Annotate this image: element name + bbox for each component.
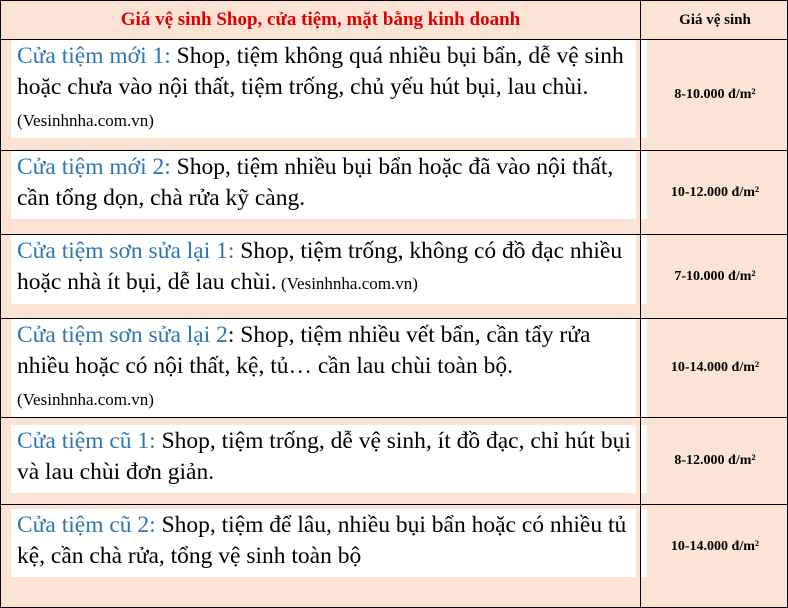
row-name: Cửa tiệm sơn sửa lại 2 (17, 322, 228, 348)
row-desc: : Shop, tiệm nhiều vết bẩn, cần tẩy rửa nhiều hoặc có nội thất, kệ, tủ… cần lau chùi toàn bộ. (17, 322, 591, 379)
row-price: 10-14.000 đ/m² (670, 360, 760, 375)
row-desc: Shop, tiệm không quá nhiều bụi bẩn, dễ vệ sinh hoặc chưa vào nội thất, tiệm trống, chủ yếu hút bụi, lau chùi. (17, 43, 624, 100)
row-price: 8-12.000 đ/m² (674, 453, 756, 468)
row-desc: Shop, tiệm trống, không có đồ đạc nhiều hoặc nhà ít bụi, dễ lau chùi. (17, 238, 623, 295)
row-desc: Shop, tiệm để lâu, nhiều bụi bẩn hoặc có nhiều tủ kệ, cần chà rửa, tổng vệ sinh toàn bộ (17, 512, 627, 569)
table-row-description (11, 509, 636, 577)
row-price: 8-10.000 đ/m² (674, 87, 756, 102)
row-price: 10-12.000 đ/m² (670, 184, 760, 200)
row-desc: Shop, tiệm trống, dễ vệ sinh, ít đồ đạc, chỉ hút bụi và lau chùi đơn giản. (17, 428, 631, 485)
table-row-description (11, 235, 636, 304)
table-row-description (11, 40, 636, 138)
row-name: Cửa tiệm cũ 1: (17, 428, 156, 454)
row-name: Cửa tiệm cũ 2: (17, 512, 156, 538)
source-label: (Vesinhnha.com.vn) (17, 111, 154, 130)
price-column-header: Giá vệ sinh (679, 11, 751, 28)
source-label: (Vesinhnha.com.vn) (276, 274, 418, 293)
table-row-description (11, 151, 636, 219)
row-name: Cửa tiệm mới 2: (17, 154, 171, 180)
row-price: 7-10.000 đ/m² (674, 268, 756, 284)
row-desc: Shop, tiệm nhiều bụi bẩn hoặc đã vào nội thất, cần tổng dọn, chà rửa kỹ càng. (17, 154, 614, 211)
row-price: 10-14.000 đ/m² (670, 539, 760, 554)
table-row-description (11, 425, 636, 493)
table-row-description (11, 319, 636, 417)
table-title: Giá vệ sinh Shop, cửa tiệm, mặt bằng kinh doanh (120, 9, 521, 30)
source-label: (Vesinhnha.com.vn) (17, 390, 154, 409)
row-name: Cửa tiệm sơn sửa lại 1: (17, 238, 235, 264)
row-name: Cửa tiệm mới 1: (17, 43, 171, 69)
